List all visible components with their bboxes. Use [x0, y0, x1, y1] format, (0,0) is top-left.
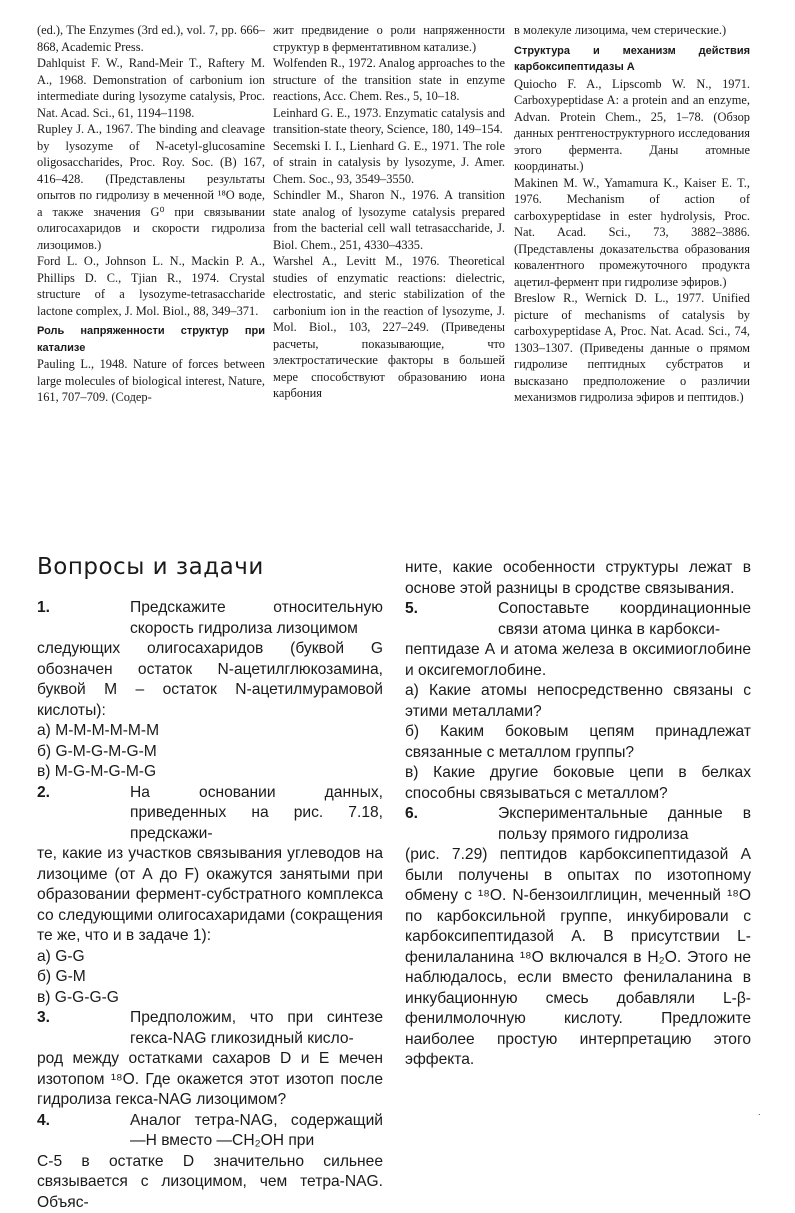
question-number: 3. [37, 1008, 50, 1029]
answer-option: а) M-M-M-M-M-M [37, 721, 383, 742]
question-1 [37, 598, 383, 783]
reference-entry: Wolfenden R., 1972. Analog approaches to the structure of the transition state in enzyme reactions, Acc. Chem. Res., 5, 10–18. [273, 55, 505, 105]
reference-entry: Pauling L., 1948. Nature of forces between large molecules of biological interest, Nature, 161, 707–709. (Содер- [37, 356, 265, 406]
answer-option: а) G-G [37, 947, 383, 968]
question-6 [405, 804, 751, 1071]
question-number: 2. [37, 783, 50, 804]
question-3 [37, 1008, 383, 1111]
references-column-1 [37, 22, 265, 406]
reference-entry: Leinhard G. E., 1973. Enzymatic catalysis and transition-state theory, Science, 180, 149–154. [273, 105, 505, 138]
answer-option: а) Какие атомы непосредственно связаны с этими металлами? [405, 681, 751, 722]
reference-subheading: Структура и механизм действия карбоксипептидазы А [514, 43, 750, 76]
question-5 [405, 599, 751, 804]
question-number: 5. [405, 599, 418, 620]
question-lead: Экспериментальные данные в пользу прямого гидролиза [405, 804, 751, 845]
section-title: Вопросы и задачи [37, 554, 264, 580]
question-text: С-5 в остатке D значительно сильнее связывается с лизоцимом, чем тетра-NAG. Объяс- [37, 1152, 383, 1213]
question-number: 4. [37, 1111, 50, 1132]
reference-entry: Breslow R., Wernick D. L., 1977. Unified picture of mechanisms of catalysis by carboxypeptidase A, Proc. Nat. Acad. Sci., 74, 1303–1307. (Приведены данные о прямом гидролизе пептидных субстратов и высказано предположение о различии механизмов гидролиза эфиров и пептидов.) [514, 290, 750, 406]
question-lead: На основании данных, приведенных на рис. 7.18, предскажи- [37, 783, 383, 845]
question-lead: Предположим, что при синтезе гекса-NAG гликозидный кисло- [37, 1008, 383, 1049]
answer-option: в) G-G-G-G [37, 988, 383, 1009]
reference-entry: Rupley J. A., 1967. The binding and cleavage by lysozyme of N-acetyl-glucosamine oligosaccharides, Proc. Roy. Soc. (B) 167, 416–428. (Представлены результаты опытов по гидролизу в меченной ¹⁸O воде, а также значения G⁰ при связывании олигосахаридов и скорости гидролиза лизоцимов.) [37, 121, 265, 253]
question-2 [37, 783, 383, 1009]
question-text: те, какие из участков связывания углеводов на лизоциме (от А до F) окажутся занятыми при образовании фермент-субстратного комплекса со следующими олигосахаридами (сокращения те же, что и в задаче 1): [37, 844, 383, 947]
reference-subheading: Роль напряженности структур при катализе [37, 323, 265, 356]
reference-entry: Secemski I. I., Lienhard G. E., 1971. The role of strain in catalysis by lysozyme, J. Amer. Chem. Soc., 93, 3549–3550. [273, 138, 505, 188]
reference-entry: Quiocho F. A., Lipscomb W. N., 1971. Carboxypeptidase A: a protein and an enzyme, Advan. Protein Chem., 25, 1–78. (Обзор данных рентгеноструктурного исследования этого фермента. Даны атомные координаты.) [514, 76, 750, 175]
question-lead: Предскажите относительную скорость гидролиза лизоцимом [37, 598, 383, 639]
references-column-2 [273, 22, 505, 402]
question-text: род между остатками сахаров D и E мечен изотопом ¹⁸O. Где окажется этот изотоп после гидролиза гекса-NAG лизоцимом? [37, 1049, 383, 1111]
answer-option: б) Каким боковым цепям принадлежат связанные с металлом группы? [405, 722, 751, 763]
reference-entry: в молекуле лизоцима, чем стерические.) [514, 22, 750, 39]
answer-option: б) G-M-G-M-G-M [37, 742, 383, 763]
reference-entry: Schindler M., Sharon N., 1976. A transition state analog of lysozyme catalysis prepared from the bacterial cell wall tetrasaccharide, J. Biol. Chem., 251, 4330–4335. [273, 187, 505, 253]
reference-entry: Makinen M. W., Yamamura K., Kaiser E. T., 1976. Mechanism of action of carboxypeptidase in ester hydrolysis, Proc. Nat. Acad. Sci., 73, 3882–3886. (Представлены доказательства образования ковалентного промежуточного продукта ацетил-фермент при гидролизе эфиров.) [514, 175, 750, 291]
answer-option: в) Какие другие боковые цепи в белках способны связываться с металлом? [405, 763, 751, 804]
questions-column-2 [405, 558, 751, 1071]
questions-column-1 [37, 598, 383, 1213]
question-lead: Аналог тетра-NAG, содержащий —H вместо —CH₂OH при [37, 1111, 383, 1152]
question-text: пептидазе А и атома железа в оксимиоглобине и оксигемоглобине. [405, 640, 751, 681]
reference-entry: Ford L. O., Johnson L. N., Mackin P. A., Phillips D. C., Tjian R., 1974. Crystal structure of a lysozyme-tetrasaccharide lactone complex, J. Mol. Biol., 88, 349–371. [37, 253, 265, 319]
question-lead: Сопоставьте координационные связи атома цинка в карбокси- [405, 599, 751, 640]
reference-entry: Warshel A., Levitt M., 1976. Theoretical studies of enzymatic reactions: dielectric, electrostatic, and steric stabilization of the carbonium ion in the reaction of lysozyme, J. Mol. Biol., 103, 227–249. (Приведены расчеты, показывающие, что электростатические факторы в большей мере способствуют образованию иона карбония [273, 253, 505, 402]
reference-entry: Dahlquist F. W., Rand-Meir T., Raftery M. A., 1968. Demonstration of carbonium ion intermediate during lysozyme catalysis, Proc. Nat. Acad. Sci., 61, 1194–1198. [37, 55, 265, 121]
answer-option: в) M-G-M-G-M-G [37, 762, 383, 783]
references-column-3 [514, 22, 750, 406]
question-text: (рис. 7.29) пептидов карбоксипептидазой А были получены в опытах по изотопному обмену с ¹⁸O. N-бензоилглицин, меченный ¹⁸O по карбоксильной группе, инкубировали с карбоксипептидазой А. В присутствии L-фенилаланина ¹⁸O включался в H₂O. Этого не наблюдалось, если вместо фенилаланина в инкубационную смесь добавляли L-β-фенилмолочную кислоту. Предложите наиболее простую интерпретацию этого эффекта. [405, 845, 751, 1071]
question-number: 1. [37, 598, 50, 619]
question-4 [37, 1111, 383, 1213]
question-number: 6. [405, 804, 418, 825]
question-4-continuation: ните, какие особенности структуры лежат в основе этой разницы в сродстве связывания. [405, 558, 751, 599]
reference-entry: жит предвидение о роли напряженности структур в ферментативном катализе.) [273, 22, 505, 55]
question-text: следующих олигосахаридов (буквой G обозначен остаток N-ацетилглюкозамина, буквой М – остаток N-ацетилмурамовой кислоты): [37, 639, 383, 721]
page-mark: . [758, 1108, 761, 1117]
reference-entry: (ed.), The Enzymes (3rd ed.), vol. 7, pp. 666–868, Academic Press. [37, 22, 265, 55]
answer-option: б) G-M [37, 967, 383, 988]
